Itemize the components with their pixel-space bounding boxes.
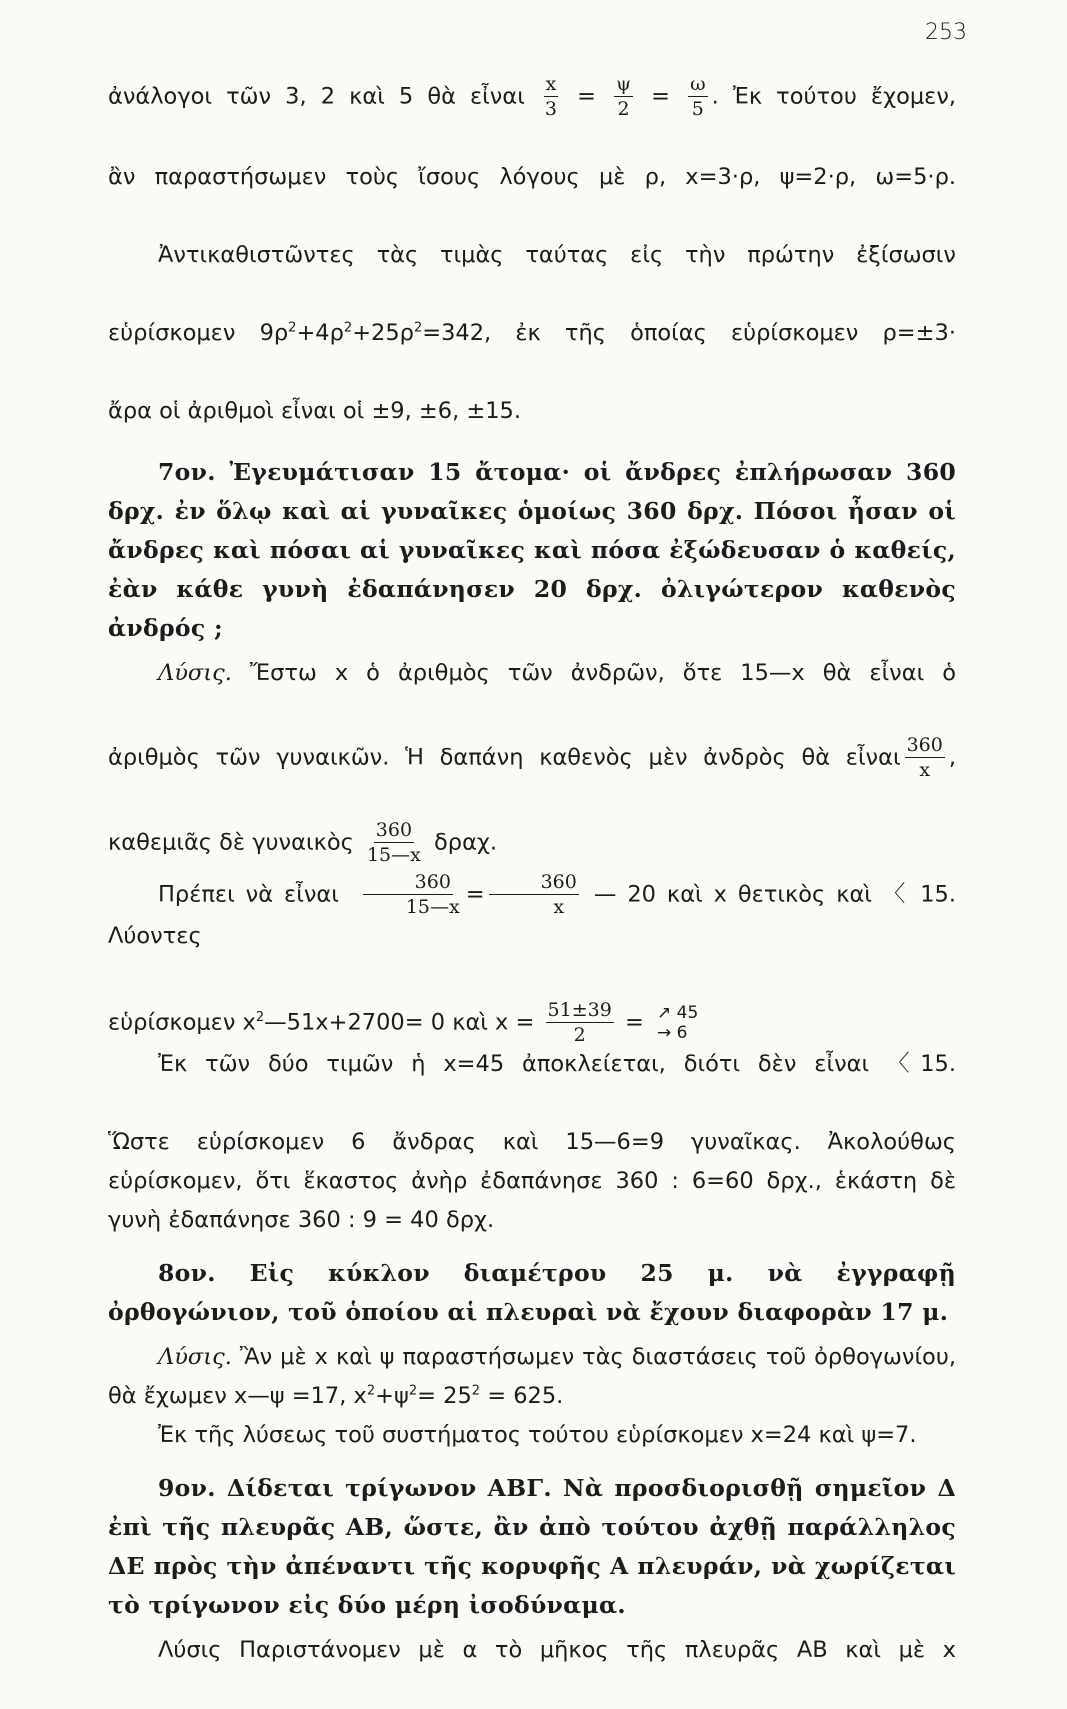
fraction: $\frac{\psi}{2}$ [616, 73, 631, 120]
problem-9: 9ον. Δίδεται τρίγωνον ΑΒΓ. Νὰ προσδιορισθῇ σημεῖον Δ ἐπὶ τῆς πλευρᾶς ΑΒ, ὥστε, ἂν ἀπὸ τούτου ἀχθῇ παράλληλος ΔΕ πρὸς τὴν ἀπέναντι τῆς κορυφῆς Α πλευράν, νὰ χωρίζεται τὸ τρίγωνον εἰς δύο μέρη ἰσοδύναμα. [108, 1474, 956, 1619]
solution-8-line: Λύσις. Ἂν μὲ x καὶ ψ παραστήσωμεν τὰς διαστάσεις τοῦ ὀρθογωνίου, θὰ ἔχωμεν x—ψ =17, $x^2+\psi^2= 25^2 = 625$. [108, 1344, 956, 1409]
fraction: $\frac{x}{3}$ [544, 73, 558, 120]
paragraph-line: ἄρα οἱ ἀριθμοὶ εἶναι οἱ ±9, ±6, ±15. [108, 398, 522, 424]
paragraph-line: Ἀντικαθιστῶντες τὰς τιμὰς ταύτας εἰς τὴν πρώτην ἐξίσωσιν [158, 242, 956, 268]
solution-branches: ↗ 45 → 6 [657, 1003, 699, 1043]
solution-7-line: Λύσις. Ἔστω x ὁ ἀριθμὸς τῶν ἀνδρῶν, ὅτε 15—x θὰ εἶναι ὁ [158, 660, 956, 686]
solution-7-line: ἀριθμὸς τῶν γυναικῶν. Ἡ δαπάνη καθενὸς μὲν ἀνδρὸς θὰ εἶναι $\frac{360}{x}$ , [108, 734, 956, 781]
solution-8-line: Ἐκ τῆς λύσεως τοῦ συστήματος τούτου εὑρίσκομεν x=24 καὶ ψ=7. [158, 1422, 917, 1448]
page-content [108, 75, 956, 1709]
solution-7-line: Πρέπει νὰ εἶναι $\frac{360}{15—x}$ = $\frac{360}{x}$ — 20 καὶ x θετικὸς καὶ 〈 15. Λύοντες [108, 871, 956, 949]
fraction: $\frac{360}{15—x}$ [354, 873, 462, 917]
fraction: $\frac{360}{x}$ [489, 873, 579, 917]
page-number: 253 [925, 20, 967, 45]
paragraph-line: εὑρίσκομεν $9\rho^2+4\rho^2+25\rho^2=342$, ἐκ τῆς ὁποίας εὑρίσκομεν ρ=±3· [108, 320, 956, 346]
solution-7-line: Ἐκ τῶν δύο τιμῶν ἡ x=45 ἀποκλείεται, διότι δὲν εἶναι 〈15. [158, 1051, 956, 1077]
solution-label: Λύσις. [158, 1344, 232, 1370]
paragraph-line: ἀνάλογοι τῶν 3, 2 καὶ 5 θὰ εἶναι $\frac{x}{3}$ = $\frac{\psi}{2}$ = $\frac{\omega}{5}$ . Ἐκ τούτου ἔχομεν, [108, 73, 957, 120]
solution-7-line: εὑρίσκομεν $x^2—51x+2700= 0$ καὶ x = $\frac{51\pm 39}{2}$ = ↗ 45 → 6 [108, 999, 699, 1046]
solution-7-line: καθεμιᾶς δὲ γυναικὸς $\frac{360}{15—x}$ δραχ. [108, 819, 498, 866]
fraction: $\frac{360}{15—x}$ [366, 819, 421, 866]
solution-9-line: Λύσις Παριστάνομεν μὲ α τὸ μῆκος τῆς πλευρᾶς ΑΒ καὶ μὲ x [158, 1637, 956, 1663]
fraction: $\frac{\omega}{5}$ [690, 73, 706, 120]
paragraph-line: ἂν παραστήσωμεν τοὺς ἴσους λόγους μὲ ρ, x=3·ρ, ψ=2·ρ, ω=5·ρ. [108, 164, 956, 190]
fraction: $\frac{51\pm 39}{2}$ [547, 999, 612, 1046]
problem-8: 8ον. Εἰς κύκλον διαμέτρου 25 μ. νὰ ἐγγραφῇ ὀρθογώνιον, τοῦ ὁποίου αἱ πλευραὶ νὰ ἔχουν διαφορὰν 17 μ. [108, 1259, 956, 1326]
solution-label: Λύσις. [158, 660, 232, 686]
problem-7: 7ον. Ἐγευμάτισαν 15 ἄτομα· οἱ ἄνδρες ἐπλήρωσαν 360 δρχ. ἐν ὅλῳ καὶ αἱ γυναῖκες ὁμοίως 360 δρχ. Πόσοι ἦσαν οἱ ἄνδρες καὶ πόσαι αἱ γυναῖκες καὶ πόσα ἐξώδευσαν ὁ καθείς, ἐὰν κάθε γυνὴ ἐδαπάνησεν 20 δρχ. ὀλιγώτερον καθενὸς ἀνδρός ; [108, 458, 956, 642]
fraction: $\frac{360}{x}$ [906, 734, 943, 781]
solution-7-line: Ὥστε εὑρίσκομεν 6 ἄνδρας καὶ 15—6=9 γυναῖκας. Ἀκολούθως εὑρίσκομεν, ὅτι ἕκαστος ἀνὴρ ἐδαπάνησε 360 : 6=60 δρχ., ἑκάστη δὲ γυνὴ ἐδαπάνησε 360 : 9 = 40 δρχ. [108, 1129, 956, 1233]
